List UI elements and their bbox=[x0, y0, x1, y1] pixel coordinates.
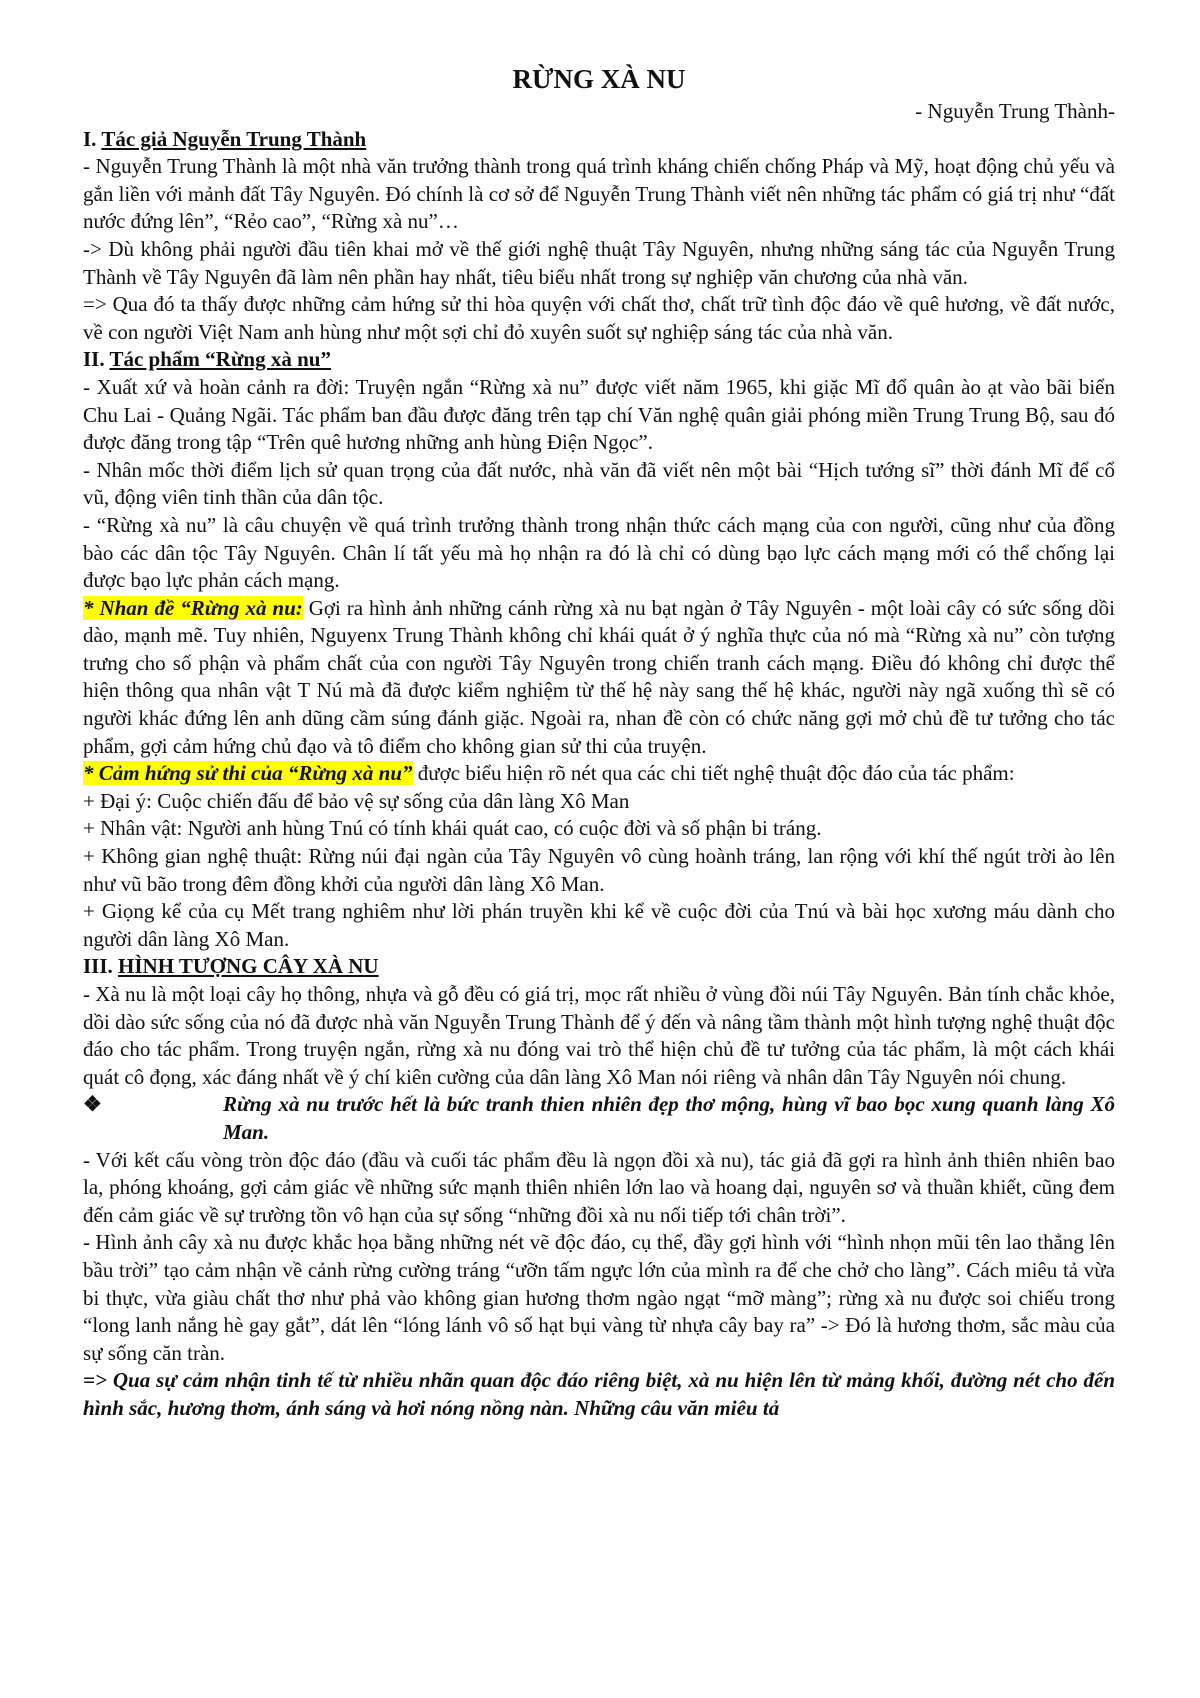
section-title: Tác giả Nguyễn Trung Thành bbox=[101, 126, 367, 151]
list-item: + Không gian nghệ thuật: Rừng núi đại ngàn của Tây Nguyên vô cùng hoành tráng, lan rộng với khí thế ngút trời ào lên như vũ bão trong đêm đồng khởi của người dân làng Xô Man. bbox=[83, 844, 1115, 896]
paragraph: - Xuất xứ và hoàn cảnh ra đời: Truyện ngắn “Rừng xà nu” được viết năm 1965, khi giặc Mĩ đổ quân ào ạt vào bãi biển Chu Lai - Quảng Ngãi. Tác phẩm ban đầu được đăng trên tạp chí Văn nghệ quân giải phóng miền Trung Trung Bộ, sau đó được đăng trong tập “Trên quê hương những anh hùng Điện Ngọc”. bbox=[83, 374, 1115, 455]
paragraph: - Nhân mốc thời điểm lịch sử quan trọng của đất nước, nhà văn đã viết nên một bài “Hịch tướng sĩ” thời đánh Mĩ để cổ vũ, động viên tinh thần của dân tộc. bbox=[83, 457, 1115, 510]
paragraph: => Qua đó ta thấy được những cảm hứng sử thi hòa quyện với chất thơ, chất trữ tình độc đáo về quê hương, về đất nước, về con người Việt Nam anh hùng như một sợi chỉ đỏ xuyên suốt sự nghiệp sáng tác của nhà văn. bbox=[83, 292, 1115, 344]
document-page bbox=[83, 62, 1115, 1423]
bullet-heading bbox=[83, 1091, 1115, 1146]
paragraph: -> Dù không phải người đầu tiên khai mở về thế giới nghệ thuật Tây Nguyên, nhưng những sáng tác của Nguyễn Trung Thành về Tây Nguyên đã làm nên phần hay nhất, tiêu biểu nhất trong sự nghiệp văn chương của nhà văn. bbox=[83, 236, 1115, 289]
paragraph: - “Rừng xà nu” là câu chuyện về quá trình trưởng thành trong nhận thức cách mạng của con người, cũng như của đồng bào các dân tộc Tây Nguyên. Chân lí tất yếu mà họ nhận ra đó là chỉ có dùng bạo lực cách mạng mới có thể chống lại được bạo lực phản cách mạng. bbox=[83, 512, 1115, 593]
list-item: + Đại ý: Cuộc chiến đấu để bảo vệ sự sống của dân làng Xô Man bbox=[83, 788, 630, 813]
diamond-bullet-icon: ❖ bbox=[83, 1092, 102, 1117]
bullet-text: Rừng xà nu trước hết là bức tranh thien nhiên đẹp thơ mộng, hùng vĩ bao bọc xung quanh làng Xô Man. bbox=[223, 1092, 1115, 1144]
paragraph-text: Gợi ra hình ảnh những cánh rừng xà nu bạt ngàn ở Tây Nguyên - một loài cây có sức sống dồi dào, mạnh mẽ. Tuy nhiên, Nguyenx Trung Thành không chỉ khái quát ở ý nghĩa thực của nó mà “Rừng xà nu” còn tượng trưng cho số phận và phẩm chất của con người Tây Nguyên trong chiến tranh cách mạng. Điều đó không chỉ được thể hiện thông qua nhân vật T Nú mà đã được kiểm nghiệm từ thế hệ này sang thế hệ khác, người này ngã xuống thì sẽ có người khác đứng lên anh dũng cầm súng đánh giặc. Ngoài ra, nhan đề còn có chức năng gợi mở chủ đề tư tưởng cho tác phẩm, gợi cảm hứng chủ đạo và tô điểm cho không gian sử thi của truyện. bbox=[83, 595, 1115, 758]
paragraph-title-meaning bbox=[83, 595, 1115, 761]
paragraph: - Nguyễn Trung Thành là một nhà văn trưởng thành trong quá trình kháng chiến chống Pháp và Mỹ, hoạt động chủ yếu và gắn liền với mảnh đất Tây Nguyên. Đó chính là cơ sở để Nguyễn Trung Thành viết nên những tác phẩm có giá trị như “đất nước đứng lên”, “Rẻo cao”, “Rừng xà nu”… bbox=[83, 154, 1115, 234]
paragraph-epic-inspiration bbox=[83, 760, 1115, 788]
section-number: II. bbox=[83, 347, 105, 372]
document-title: RỪNG XÀ NU bbox=[512, 64, 686, 94]
section-heading-3 bbox=[83, 953, 1115, 981]
paragraph-conclusion: => Qua sự cảm nhận tinh tế từ nhiều nhãn quan độc đáo riêng biệt, xà nu hiện lên từ mảng khối, đường nét cho đến hình sắc, hương thơm, ánh sáng và hơi nóng nồng nàn. Những câu văn miêu tả bbox=[83, 1368, 1115, 1420]
paragraph: - Xà nu là một loại cây họ thông, nhựa và gỗ đều có giá trị, mọc rất nhiều ở vùng đồi núi Tây Nguyên. Bản tính chắc khỏe, dồi dào sức sống của nó đã được nhà văn Nguyễn Trung Thành để ý đến và nâng tầm thành một hình tượng nghệ thuật độc đáo cho tác phẩm. Trong truyện ngắn, rừng xà nu đóng vai trò thể hiện chủ đề tư tưởng của tác phẩm, là một cách khái quát cô đọng, xác đáng nhất về ý chí kiên cường của dân làng Xô Man nói riêng và nhân dân Tây Nguyên nói chung. bbox=[83, 982, 1115, 1089]
list-item: + Nhân vật: Người anh hùng Tnú có tính khái quát cao, có cuộc đời và số phận bi tráng. bbox=[83, 816, 822, 841]
section-title: HÌNH TƯỢNG CÂY XÀ NU bbox=[118, 954, 379, 979]
section-number: I. bbox=[83, 126, 97, 151]
section-heading-2 bbox=[83, 346, 1115, 374]
author-line: - Nguyễn Trung Thành- bbox=[915, 99, 1115, 123]
paragraph: - Với kết cấu vòng tròn độc đáo (đầu và cuối tác phẩm đều là ngọn đồi xà nu), tác giả đã gợi ra hình ảnh thiên nhiên bao la, phóng khoáng, gợi cảm giác về những sức mạnh thiên nhiên lớn lao và hoang dại, nguyên sơ và thuần khiết, cũng đem đến cảm giác về sự trường tồn vô hạn của sự sống “những đồi xà nu nối tiếp tới chân trời”. bbox=[83, 1147, 1115, 1227]
highlighted-label: * Cảm hứng sử thi của “Rừng xà nu” bbox=[83, 761, 413, 786]
highlighted-label: * Nhan đề “Rừng xà nu: bbox=[83, 595, 303, 620]
paragraph: - Hình ảnh cây xà nu được khắc họa bằng những nét vẽ độc đáo, cụ thể, đầy gợi hình với “hình nhọn mũi tên lao thẳng lên bầu trời” tạo cảm nhận về cảnh rừng cường tráng “ưỡn tấm ngực lớn của mình ra để che chở cho làng”. Cách miêu tả vừa bi thực, vừa giàu chất thơ như phả vào không gian hương thơm ngào ngạt “mỡ màng”; rừng xà nu được soi chiếu trong “long lanh nắng hè gay gắt”, dát lên “lóng lánh vô số hạt bụi vàng từ nhựa cây bay ra” -> Đó là hương thơm, sắc màu của sự sống căn tràn. bbox=[83, 1230, 1115, 1365]
section-number: III. bbox=[83, 954, 113, 979]
paragraph-text: được biểu hiện rõ nét qua các chi tiết nghệ thuật độc đáo của tác phẩm: bbox=[412, 761, 1015, 786]
section-heading-1 bbox=[83, 126, 1115, 154]
list-item: + Giọng kể của cụ Mết trang nghiêm như lời phán truyền khi kể về cuộc đời của Tnú và bài học xương máu dành cho người dân làng Xô Man. bbox=[83, 899, 1115, 951]
section-title: Tác phẩm “Rừng xà nu” bbox=[109, 347, 331, 372]
